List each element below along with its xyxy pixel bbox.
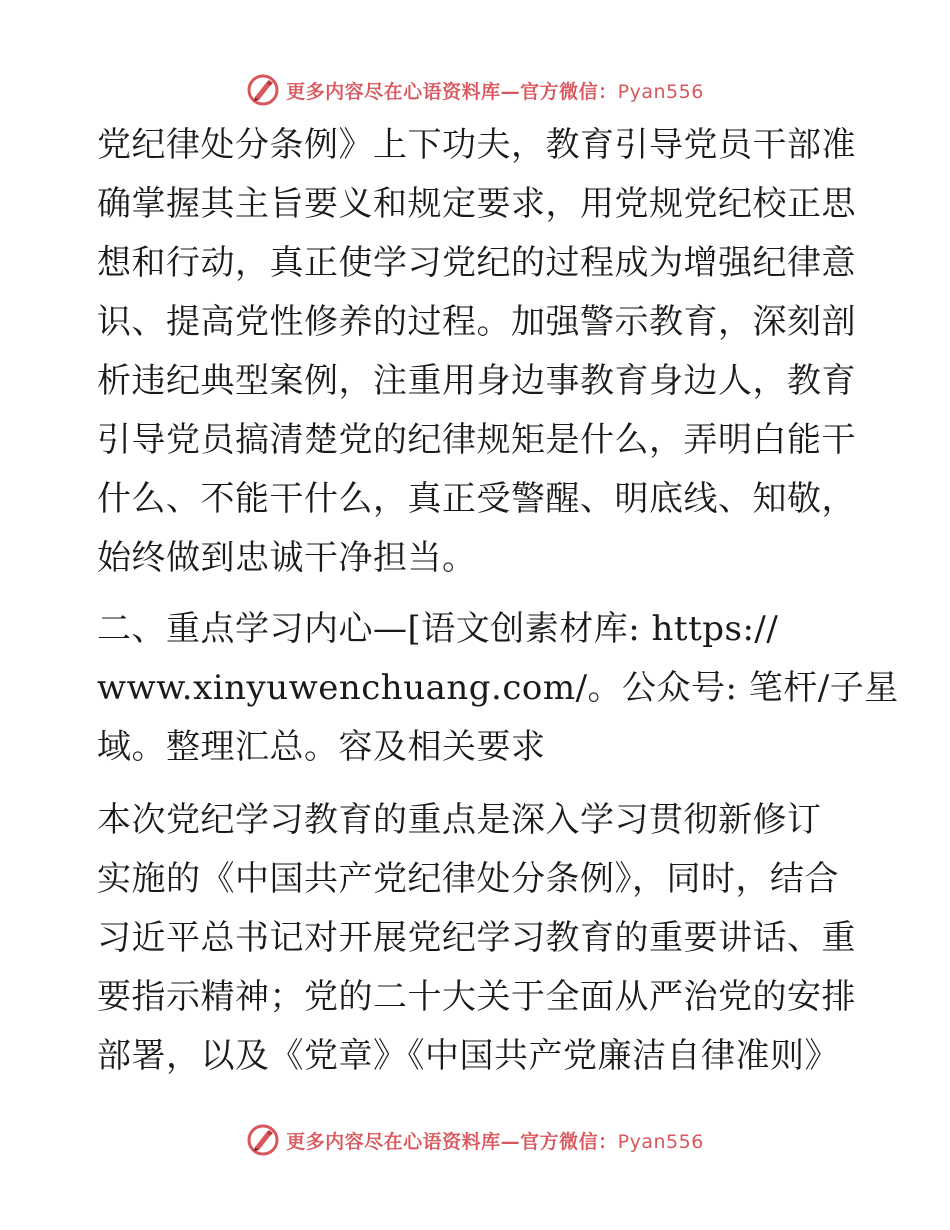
watermark-text: 更多内容尽在心语资料库—官方微信：Pyan556	[286, 80, 704, 103]
pen-logo-icon	[246, 73, 280, 107]
text-line: 实施的《中国共产党纪律处分条例》，同时，结合	[97, 859, 839, 899]
text-line: 二、重点学习内心—[语文创素材库: https://	[97, 609, 779, 649]
text-line: 始终做到忠诚干净担当。	[97, 538, 477, 578]
paragraph-1	[97, 116, 857, 588]
text-line: 想和行动，真正使学习党纪的过程成为增强纪律意	[97, 243, 856, 283]
watermark-text: 更多内容尽在心语资料库—官方微信：Pyan556	[286, 1130, 704, 1153]
paragraph-3	[97, 791, 857, 1086]
paragraph-spacer	[97, 777, 857, 791]
text-line: 确掌握其主旨要义和规定要求，用党规党纪校正思	[97, 184, 856, 224]
section-heading-2	[97, 600, 899, 777]
text-line: 引导党员搞清楚党的纪律规矩是什么，弄明白能干	[97, 420, 856, 460]
text-line: 域。整理汇总。容及相关要求	[97, 727, 546, 767]
text-line: 部署，以及《党章》《中国共产党廉洁自律准则》	[97, 1036, 839, 1076]
text-line: 识、提高党性修养的过程。加强警示教育，深刻剖	[97, 302, 856, 342]
text-line: 什么、不能干什么，真正受警醒、明底线、知敬，	[97, 479, 856, 519]
pen-logo-icon	[246, 1123, 280, 1157]
text-line: 党纪律处分条例》上下功夫，教育引导党员干部准	[97, 125, 856, 165]
document-body	[97, 116, 899, 1086]
text-line: www.xinyuwenchuang.com/。公众号: 笔杆/子星	[97, 668, 899, 708]
header-watermark	[0, 70, 950, 110]
text-line: 习近平总书记对开展党纪学习教育的重要讲话、重	[97, 918, 856, 958]
text-line: 析违纪典型案例，注重用身边事教育身边人，教育	[97, 361, 856, 401]
footer-watermark	[0, 1120, 950, 1160]
paragraph-spacer	[97, 588, 857, 600]
text-line: 要指示精神；党的二十大关于全面从严治党的安排	[97, 977, 856, 1017]
text-line: 本次党纪学习教育的重点是深入学习贯彻新修订	[97, 800, 822, 840]
